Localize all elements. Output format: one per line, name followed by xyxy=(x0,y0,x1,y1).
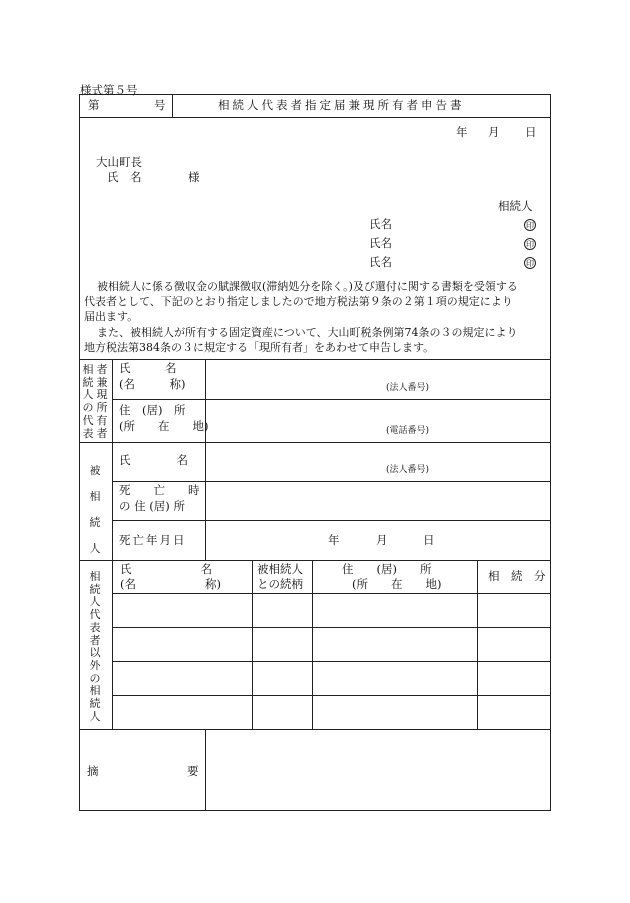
deceased-corp-number-note: (法人番号) xyxy=(386,465,430,475)
divider xyxy=(112,695,550,696)
form-frame xyxy=(79,94,551,811)
deceased-address-label-1: 死 亡 時 xyxy=(119,483,200,497)
divider xyxy=(112,661,550,662)
rep-phone-note: (電話番号) xyxy=(386,426,430,436)
heir-name-label-2: 氏名 xyxy=(369,236,392,250)
col-name-label-2: (名 称) xyxy=(120,577,221,591)
col-share-label: 相 続 分 xyxy=(488,569,546,583)
death-year: 年 xyxy=(328,533,340,547)
divider xyxy=(112,399,550,400)
deceased-address-label-2: の 住 (居) 所 xyxy=(119,499,185,513)
divider xyxy=(112,520,550,521)
col-name-label-1: 氏 名 xyxy=(120,562,212,576)
death-month: 月 xyxy=(376,533,388,547)
divider xyxy=(80,117,550,118)
col-relation-label-1: 被相続人 xyxy=(257,562,303,576)
death-day: 日 xyxy=(423,533,435,547)
rep-corp-number-note: (法人番号) xyxy=(386,383,430,393)
remarks-label-left: 摘 xyxy=(87,764,99,778)
rep-name-label-2: (名 称) xyxy=(119,377,186,391)
number-prefix: 第 xyxy=(88,98,100,112)
divider xyxy=(112,359,113,729)
form-number: 様式第５号 xyxy=(80,83,138,97)
addressee-honorific: 様 xyxy=(188,170,200,184)
date-month: 月 xyxy=(488,125,500,139)
body-line-5: 地方税法第384条の３に規定する「現所有者」をあわせて申告します。 xyxy=(84,341,435,354)
divider xyxy=(80,442,550,443)
deceased-section-label: 被相続人 xyxy=(89,464,101,555)
divider xyxy=(80,359,550,360)
deceased-name-label: 氏 名 xyxy=(119,453,188,467)
divider xyxy=(112,593,550,594)
other-heirs-section-label: 相続人代表者以外の相続人 xyxy=(89,570,101,723)
date-day: 日 xyxy=(525,125,537,139)
heirs-label: 相続人 xyxy=(498,199,533,213)
rep-name-label-1: 氏 名 xyxy=(119,361,177,375)
seal-icon: 印 xyxy=(526,221,534,230)
divider xyxy=(80,560,550,561)
seal-icon: 印 xyxy=(526,240,534,249)
body-line-4: また、被相続人が所有する固定資産について、大山町税条例第74条の３の規定により xyxy=(97,326,518,339)
representative-section-label-col2: 者兼現所有者 xyxy=(96,363,108,440)
addressee: 大山町長 xyxy=(96,155,142,169)
col-relation-label-2: との続柄 xyxy=(257,577,303,591)
rep-address-label-2: (所 在 地) xyxy=(119,419,209,433)
addressee-name-label: 氏 名 xyxy=(107,170,142,184)
representative-section-label-col1: 相続人の代表 xyxy=(82,363,94,440)
divider xyxy=(477,560,478,729)
divider xyxy=(252,560,253,729)
seal-icon: 印 xyxy=(526,259,534,268)
divider xyxy=(312,560,313,729)
body-line-3: 届出ます。 xyxy=(84,310,139,323)
col-address-label-1: 住 (居) 所 xyxy=(342,562,432,576)
divider xyxy=(205,729,206,811)
body-line-1: 被相続人に係る徴収金の賦課徴収(滞納処分を除く。)及び還付に関する書類を受領する xyxy=(97,280,518,293)
divider xyxy=(112,627,550,628)
document-title: 相続人代表者指定届兼現所有者申告書 xyxy=(218,98,465,112)
death-date-label: 死亡年月日 xyxy=(119,533,187,547)
number-suffix: 号 xyxy=(154,98,166,112)
divider xyxy=(80,729,550,730)
heir-name-label-3: 氏名 xyxy=(369,255,392,269)
divider xyxy=(112,481,550,482)
remarks-label-right: 要 xyxy=(187,764,199,778)
divider xyxy=(172,95,173,117)
col-address-label-2: (所 在 地) xyxy=(352,577,442,591)
body-line-2: 代表者として、下記のとおり指定しましたので地方税法第９条の２第１項の規定により xyxy=(84,295,513,308)
divider xyxy=(205,359,206,560)
rep-address-label-1: 住 (居) 所 xyxy=(119,403,186,417)
heir-name-label-1: 氏名 xyxy=(369,217,392,231)
date-year: 年 xyxy=(456,125,468,139)
